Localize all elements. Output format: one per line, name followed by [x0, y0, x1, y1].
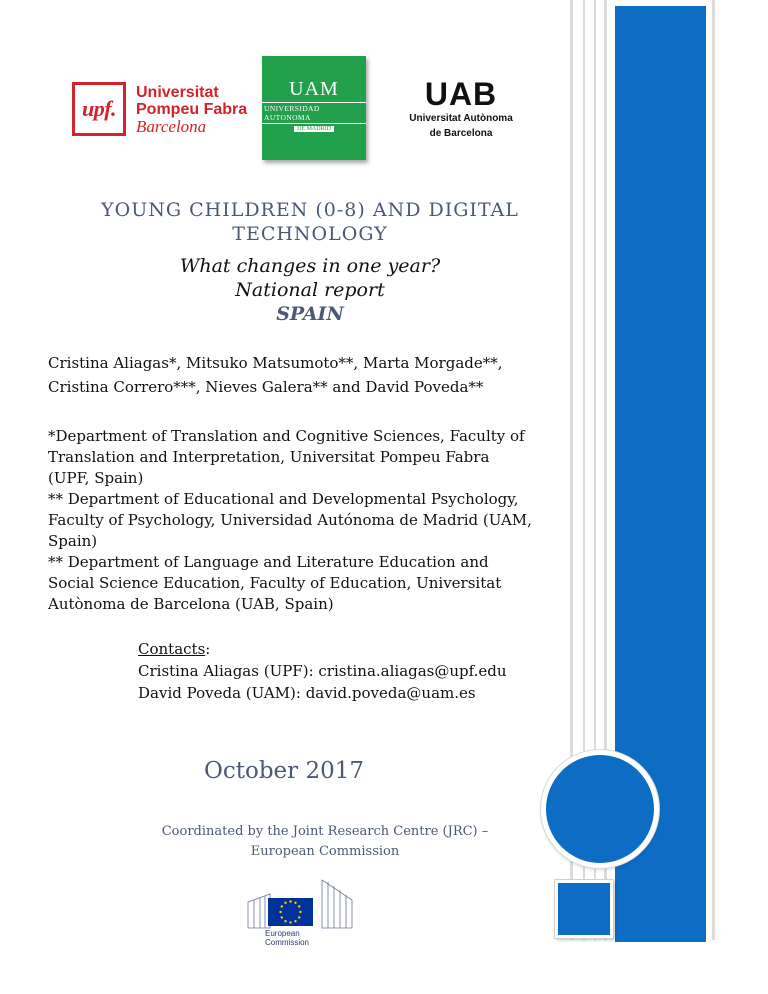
affiliation-line: Translation and Interpretation, Universitat Pompeu Fabra	[48, 448, 490, 466]
coordination-note	[130, 822, 520, 862]
decorative-square	[555, 880, 613, 938]
report-title-line: YOUNG CHILDREN (0-8) AND DIGITAL	[101, 199, 519, 221]
affiliation-line: ** Department of Language and Literature Education and	[48, 553, 489, 571]
upf-logo-text	[136, 84, 247, 135]
decorative-line	[712, 0, 715, 940]
affiliation-line: *Department of Translation and Cognitive Sciences, Faculty of	[48, 427, 525, 445]
affiliation-line: Social Science Education, Faculty of Education, Universitat	[48, 574, 502, 592]
affiliation-line: Spain)	[48, 532, 98, 550]
upf-logo	[72, 78, 247, 140]
affiliation-line: (UPF, Spain)	[48, 469, 144, 487]
uam-logo	[262, 56, 366, 160]
ec-logo-line: Commission	[265, 938, 310, 947]
ec-logo-line: European	[265, 929, 300, 938]
upf-logo-line: Barcelona	[136, 116, 207, 136]
coordination-line: European Commission	[250, 844, 400, 859]
uab-logo-line: Universitat Autònoma	[409, 113, 513, 124]
uab-logo-line: de Barcelona	[429, 128, 493, 139]
contacts	[138, 638, 507, 704]
uab-logo-mark: UAB	[424, 76, 498, 112]
uam-logo-line: DE MADRID	[294, 126, 334, 132]
report-subtitle	[55, 254, 565, 326]
authors	[48, 351, 588, 399]
uam-logo-line: UNIVERSIDAD AUTONOMA	[262, 102, 366, 124]
subtitle-country: SPAIN	[276, 303, 344, 325]
contact-entry-uam[interactable]: David Poveda (UAM): david.poveda@uam.es	[138, 684, 476, 702]
subtitle-line: What changes in one year?	[179, 255, 441, 277]
report-title-line: TECHNOLOGY	[232, 223, 388, 245]
affiliation-line: ** Department of Educational and Developmental Psychology,	[48, 490, 519, 508]
affiliations	[48, 426, 588, 615]
coordination-line: Coordinated by the Joint Research Centre (JRC) –	[161, 824, 489, 839]
upf-logo-line: Universitat	[136, 83, 219, 101]
uam-logo-mark: UAM	[289, 77, 339, 100]
subtitle-line: National report	[235, 279, 385, 301]
affiliation-line: Autònoma de Barcelona (UAB, Spain)	[48, 595, 334, 613]
contact-entry-upf[interactable]: Cristina Aliagas (UPF): cristina.aliagas@upf.edu	[138, 662, 507, 680]
uab-logo	[405, 78, 517, 140]
ec-logo-text	[265, 929, 309, 947]
contacts-heading	[138, 638, 507, 660]
affiliation-line: Faculty of Psychology, Universidad Autónoma de Madrid (UAM,	[48, 511, 532, 529]
report-title	[55, 198, 565, 246]
upf-logo-mark: upf.	[72, 82, 126, 136]
upf-logo-line: Pompeu Fabra	[136, 100, 248, 118]
report-date: October 2017	[204, 758, 365, 784]
authors-line: Cristina Aliagas*, Mitsuko Matsumoto**, Marta Morgade**,	[48, 354, 503, 372]
decorative-circle	[541, 750, 659, 868]
authors-line: Cristina Correro***, Nieves Galera** and David Poveda**	[48, 378, 484, 396]
contacts-colon: :	[205, 640, 211, 658]
contacts-label: Contacts	[138, 640, 206, 658]
